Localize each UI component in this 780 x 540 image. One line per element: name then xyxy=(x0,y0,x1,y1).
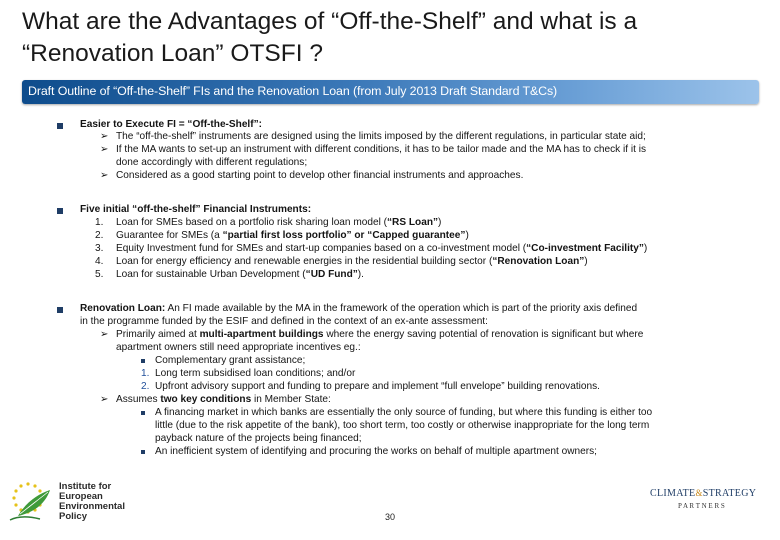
list-item: A financing market in which banks are essentially the only source of funding, but where this funding is either too xyxy=(155,407,653,418)
section-heading: Five initial “off-the-shelf” Financial Instruments: xyxy=(80,204,312,215)
sub-bullet-square xyxy=(141,359,145,363)
ieep-logo xyxy=(4,476,144,534)
list-item: Assumes two key conditions in Member State: xyxy=(116,394,331,405)
page-number: 30 xyxy=(385,512,396,522)
bullet-square xyxy=(57,123,63,129)
list-item-continued: done accordingly with different regulations; xyxy=(116,157,308,168)
arrow-bullet-icon: ➢ xyxy=(100,170,109,181)
logo-text: Environmental xyxy=(59,501,125,512)
section-paragraph-continued: in the programme funded by the ESIF and defined in the context of an ex-ante assessment: xyxy=(80,316,488,327)
sub-bullet-square xyxy=(141,411,145,415)
arrow-bullet-icon: ➢ xyxy=(100,394,109,405)
logo-text: Policy xyxy=(59,511,87,522)
list-item-continued: little (due to the risk appetite of the bank), too short term, too costly or otherwise inappropriate for the long term xyxy=(155,420,650,431)
list-number: 4. xyxy=(95,256,104,267)
logo-text: CLIMATE xyxy=(650,488,696,499)
climate-strategy-logo xyxy=(650,486,762,520)
list-item: Loan for SMEs based on a portfolio risk sharing loan model (“RS Loan”) xyxy=(116,217,442,228)
slide-title: What are the Advantages of “Off-the-Shelf” and what is a “Renovation Loan” OTSFI ? xyxy=(22,8,638,67)
arrow-bullet-icon: ➢ xyxy=(100,144,109,155)
logo-text: European xyxy=(59,491,103,502)
logo-text: STRATEGY xyxy=(702,488,757,499)
section-heading: Easier to Execute FI = “Off-the-Shelf”: xyxy=(80,119,263,130)
arrow-bullet-icon: ➢ xyxy=(100,131,109,142)
list-item: Loan for sustainable Urban Development (“UD Fund”). xyxy=(116,269,364,280)
list-item: Loan for energy efficiency and renewable energies in the residential building sector (“Renovation Loan”) xyxy=(116,256,588,267)
bullet-square xyxy=(57,208,63,214)
list-item: Long term subsidised loan conditions; and/or xyxy=(155,368,356,379)
logo-text: & xyxy=(695,488,703,498)
list-number: 5. xyxy=(95,269,104,280)
list-item: If the MA wants to set-up an instrument with different conditions, it has to be tailor made and the MA has to check if it is xyxy=(116,144,647,155)
section-paragraph: Renovation Loan: An FI made available by the MA in the framework of the operation which is part of the priority axis defined xyxy=(80,303,638,314)
list-number: 2. xyxy=(95,230,104,241)
list-item: The “off-the-shelf” instruments are designed using the limits imposed by the different regulations, in particular state aid; xyxy=(116,131,646,142)
list-number: 1. xyxy=(95,217,104,228)
list-item: Upfront advisory support and funding to prepare and implement “full envelope” building renovations. xyxy=(155,381,600,392)
list-item: Guarantee for SMEs (a “partial first loss portfolio” or “Capped guarantee”) xyxy=(116,230,469,241)
list-item: Equity Investment fund for SMEs and start-up companies based on a co-investment model (“Co-investment Facility”) xyxy=(116,243,648,254)
list-item-continued: payback nature of the projects being financed; xyxy=(155,433,362,444)
banner-text: Draft Outline of “Off-the-Shelf” FIs and the Renovation Loan (from July 2013 Draft Standard T&Cs) xyxy=(28,84,558,98)
list-item: Primarily aimed at multi-apartment buildings where the energy saving potential of renovation is significant but where xyxy=(116,329,644,340)
sub-bullet-square xyxy=(141,450,145,454)
list-item: Considered as a good starting point to develop other financial instruments and approaches. xyxy=(116,170,524,181)
list-number: 1. xyxy=(141,368,150,379)
logo-text: P A R T N E R S xyxy=(678,502,725,510)
logo-text: Institute for xyxy=(59,481,112,492)
list-number: 3. xyxy=(95,243,104,254)
list-item-continued: apartment owners still need appropriate incentives eg.: xyxy=(116,342,361,353)
bullet-square xyxy=(57,307,63,313)
arrow-bullet-icon: ➢ xyxy=(100,329,109,340)
list-number: 2. xyxy=(141,381,150,392)
list-item: An inefficient system of identifying and procuring the works on behalf of multiple apartment owners; xyxy=(155,446,597,457)
list-item: Complementary grant assistance; xyxy=(155,355,306,366)
